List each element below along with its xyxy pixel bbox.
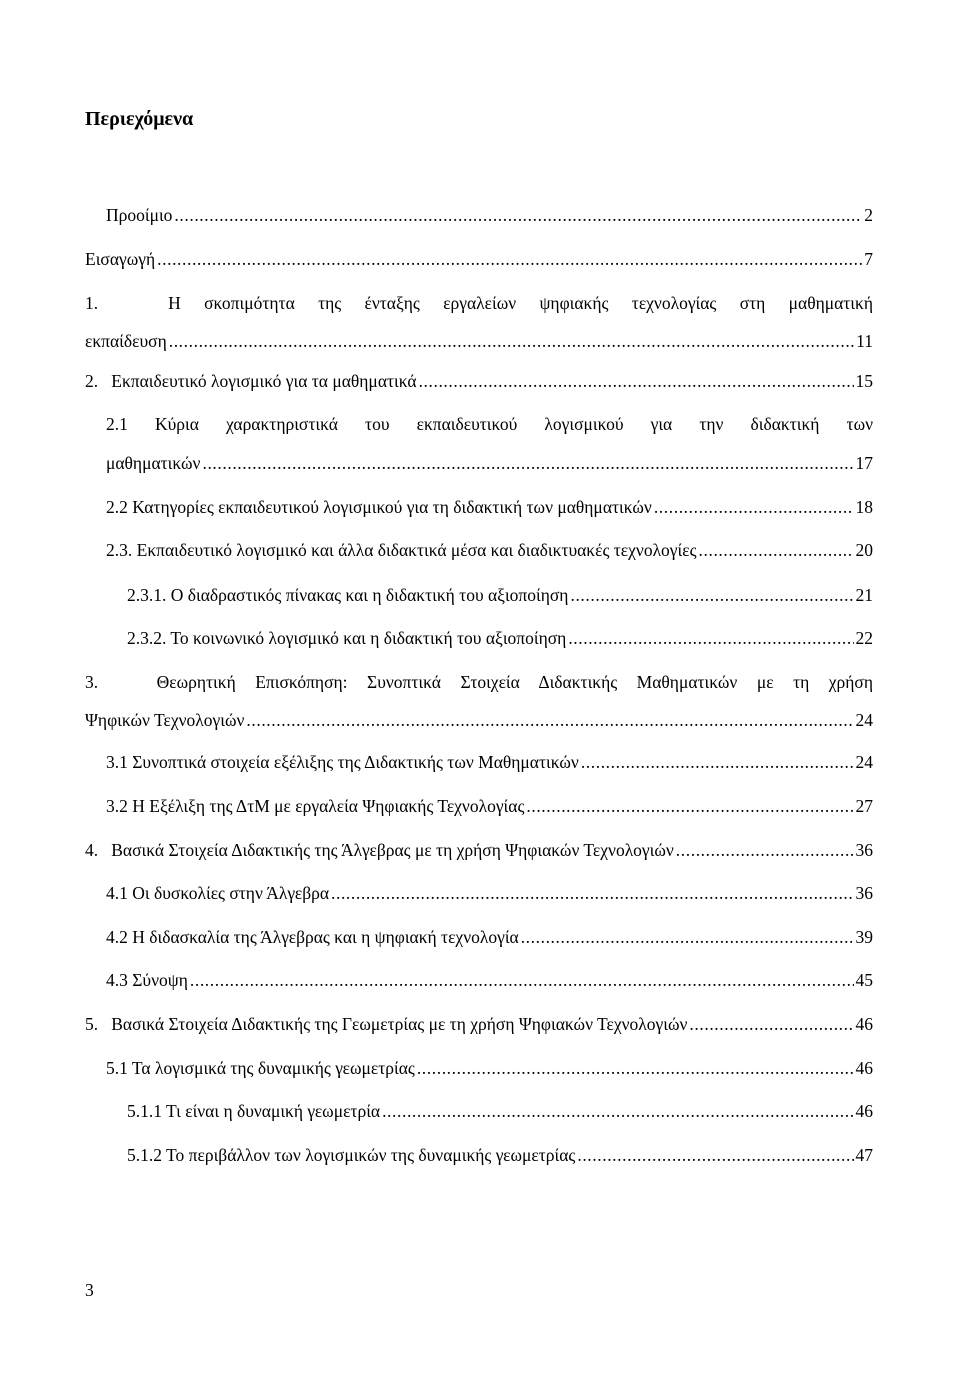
toc-leader-dots (654, 494, 854, 520)
toc-leader-dots (157, 246, 862, 272)
toc-entry-title: 5.1.2 Το περιβάλλον των λογισμικών της δυναμικής γεωμετρίας (127, 1145, 576, 1165)
toc-entry-4-3[interactable] (106, 967, 873, 993)
toc-entry-title: εκπαίδευση (85, 331, 167, 351)
toc-entry-title: 2.2 Κατηγορίες εκπαιδευτικού λογισμικού για τη διδακτική των μαθηματικών (106, 497, 652, 517)
toc-leader-dots (676, 837, 854, 863)
toc-page-number: 36 (855, 840, 873, 860)
toc-entry-title: 4. Βασικά Στοιχεία Διδακτικής της Άλγεβρας με τη χρήση Ψηφιακών Τεχνολογιών (85, 840, 674, 860)
toc-leader-dots (382, 1098, 853, 1124)
toc-entry-title: 3. Θεωρητική Επισκόπηση: Συνοπτικά Στοιχεία Διδακτικής Μαθηματικών με τη χρήση (85, 672, 873, 692)
toc-entry-2-3-1[interactable] (127, 582, 873, 608)
toc-leader-dots (246, 707, 853, 733)
toc-leader-dots (689, 1011, 853, 1037)
toc-leader-dots (570, 582, 853, 608)
toc-entry-3-1[interactable] (106, 749, 873, 775)
toc-entry-5-1-1[interactable] (127, 1098, 873, 1124)
toc-page-number: 20 (855, 540, 873, 560)
toc-entry-3-line2[interactable] (85, 707, 873, 733)
toc-entry-5[interactable] (85, 1011, 873, 1037)
toc-entry-title: 4.2 Η διδασκαλία της Άλγεβρας και η ψηφιακή τεχνολογία (106, 927, 519, 947)
toc-leader-dots (174, 202, 862, 228)
toc-entry-1-line1[interactable] (85, 290, 873, 316)
toc-leader-dots (521, 924, 854, 950)
toc-leader-dots (577, 1142, 853, 1168)
page-title: Περιεχόμενα (85, 108, 194, 130)
toc-page-number: 27 (855, 796, 873, 816)
toc-entry-3-line1[interactable] (85, 669, 873, 695)
toc-entry-1-line2[interactable] (85, 328, 873, 354)
toc-entry-5-1[interactable] (106, 1055, 873, 1081)
toc-leader-dots (190, 967, 854, 993)
toc-leader-dots (699, 537, 854, 563)
toc-entry-5-1-2[interactable] (127, 1142, 873, 1168)
toc-entry-2-1-line1[interactable] (106, 411, 873, 437)
toc-page-number: 36 (855, 883, 873, 903)
toc-entry-2-2[interactable] (106, 494, 873, 520)
toc-entry-eisagogi[interactable] (85, 246, 873, 272)
toc-entry-title: 2.3.1. Ο διαδραστικός πίνακας και η διδακτική του αξιοποίηση (127, 585, 569, 605)
toc-page-number: 21 (855, 585, 873, 605)
toc-entry-4[interactable] (85, 837, 873, 863)
toc-page-number: 22 (855, 628, 873, 648)
toc-leader-dots (526, 793, 853, 819)
toc-page-number: 39 (855, 927, 873, 947)
toc-entry-title: 2.3.2. Το κοινωνικό λογισμικό και η διδακτική του αξιοποίηση (127, 628, 567, 648)
toc-entry-title: 3.2 Η Εξέλιξη της ΔτΜ με εργαλεία Ψηφιακής Τεχνολογίας (106, 796, 525, 816)
toc-page-number: 18 (855, 497, 873, 517)
toc-page-number: 2 (864, 205, 873, 225)
toc-leader-dots (417, 1055, 854, 1081)
toc-page-number: 45 (855, 970, 873, 990)
toc-leader-dots (581, 749, 854, 775)
toc-leader-dots (568, 625, 853, 651)
toc-page-number: 15 (855, 371, 873, 391)
toc-entry-title: Εισαγωγή (85, 249, 156, 269)
toc-entry-2-1-line2[interactable] (106, 450, 873, 476)
toc-entry-title: 1. Η σκοπιμότητα της ένταξης εργαλείων ψηφιακής τεχνολογίας στη μαθηματική (85, 293, 873, 313)
toc-entry-2-3[interactable] (106, 537, 873, 563)
toc-entry-title: 4.3 Σύνοψη (106, 970, 188, 990)
toc-entry-title: 2. Εκπαιδευτικό λογισμικό για τα μαθηματικά (85, 371, 417, 391)
toc-entry-title: 4.1 Οι δυσκολίες στην Άλγεβρα (106, 883, 329, 903)
toc-entry-title: Προοίμιο (106, 205, 173, 225)
toc-entry-title: Ψηφικών Τεχνολογιών (85, 710, 245, 730)
toc-entry-2[interactable] (85, 368, 873, 394)
toc-page-number: 7 (864, 249, 873, 269)
toc-page-number: 24 (855, 752, 873, 772)
toc-entry-title: 3.1 Συνοπτικά στοιχεία εξέλιξης της Διδακτικής των Μαθηματικών (106, 752, 579, 772)
toc-page-number: 11 (856, 331, 873, 351)
toc-entry-title: 5.1.1 Τι είναι η δυναμική γεωμετρία (127, 1101, 381, 1121)
toc-leader-dots (169, 328, 854, 354)
toc-page-number: 46 (855, 1101, 873, 1121)
toc-leader-dots (419, 368, 854, 394)
toc-entry-title: 2.1 Κύρια χαρακτηριστικά του εκπαιδευτικού λογισμικού για την διδακτική των (106, 414, 873, 434)
toc-page-number: 17 (855, 453, 873, 473)
toc-page-number: 46 (855, 1014, 873, 1034)
toc-entry-title: 2.3. Εκπαιδευτικό λογισμικό και άλλα διδακτικά μέσα και διαδικτυακές τεχνολογίες (106, 540, 697, 560)
toc-page-number: 47 (855, 1145, 873, 1165)
toc-entry-3-2[interactable] (106, 793, 873, 819)
toc-entry-4-2[interactable] (106, 924, 873, 950)
toc-entry-title: 5. Βασικά Στοιχεία Διδακτικής της Γεωμετρίας με τη χρήση Ψηφιακών Τεχνολογιών (85, 1014, 688, 1034)
toc-entry-2-3-2[interactable] (127, 625, 873, 651)
toc-page-number: 24 (855, 710, 873, 730)
toc-leader-dots (331, 880, 854, 906)
toc-entry-4-1[interactable] (106, 880, 873, 906)
toc-entry-title: μαθηματικών (106, 453, 201, 473)
toc-entry-prooimio[interactable] (106, 202, 873, 228)
toc-page-number: 46 (855, 1058, 873, 1078)
toc-entry-title: 5.1 Τα λογισμικά της δυναμικής γεωμετρίας (106, 1058, 415, 1078)
footer-page-number: 3 (85, 1280, 94, 1300)
toc-leader-dots (202, 450, 853, 476)
